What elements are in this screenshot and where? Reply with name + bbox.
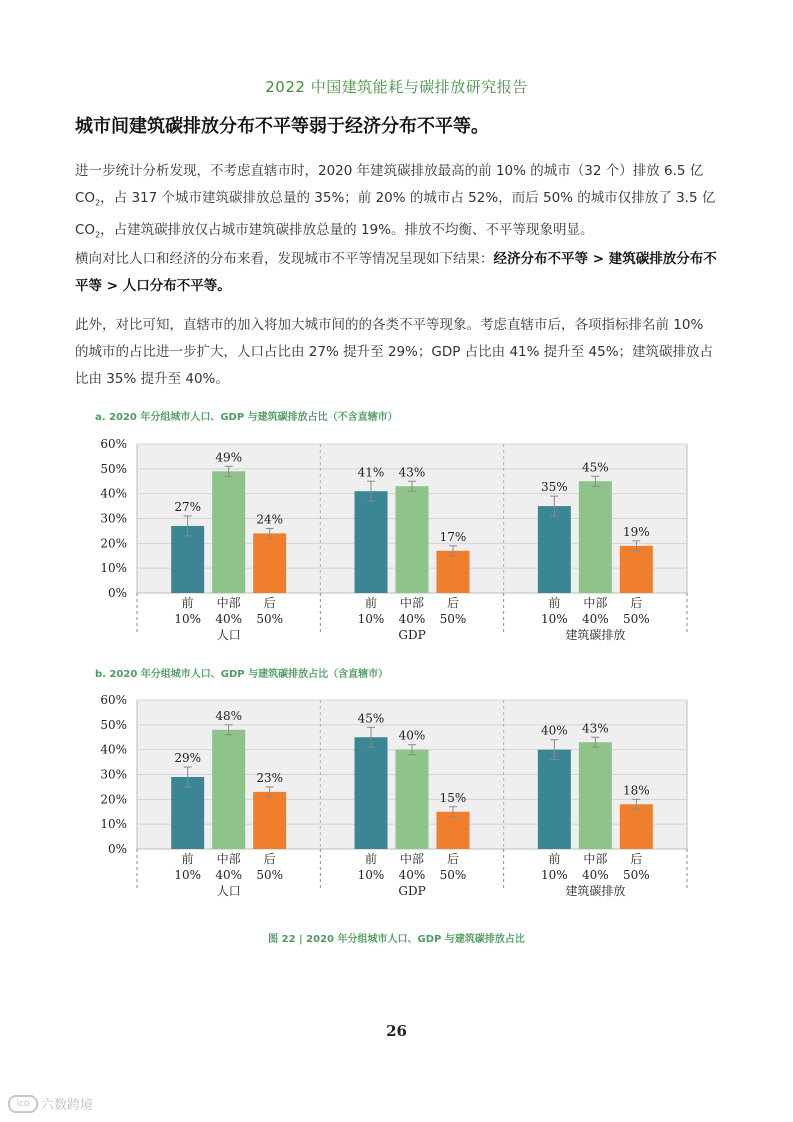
x-subcategory-label: 50%: [256, 868, 284, 882]
x-subcategory-label: 40%: [581, 612, 609, 626]
data-label: 29%: [174, 751, 202, 766]
data-label: 40%: [398, 728, 426, 743]
bar: [396, 750, 429, 849]
y-tick-label: 40%: [100, 486, 127, 501]
bar: [253, 533, 286, 593]
x-subcategory-label: 10%: [174, 612, 202, 626]
section-heading: 城市间建筑碳排放分布不平等弱于经济分布不平等。: [75, 116, 489, 137]
x-subcategory-label: 后: [263, 596, 276, 610]
data-label: 45%: [581, 460, 609, 475]
data-label: 27%: [174, 500, 202, 515]
paragraph-3: 此外，对比可知，直辖市的加入将加大城市间的的各类不平等现象。考虑直辖市后，各项指标排名前 10% 的城市的占比进一步扩大，人口占比由 27% 提升至 29%；GDP 占比由 41% 提升至 45%；建筑碳排放占比由 35% 提升至 40%。: [75, 317, 714, 387]
x-subcategory-label: 中部: [583, 596, 608, 610]
y-tick-label: 50%: [100, 461, 127, 476]
bar: [538, 750, 571, 849]
watermark-text: 六数跨境: [41, 1098, 94, 1113]
chart-b: [0, 684, 793, 904]
y-tick-label: 20%: [100, 792, 127, 807]
bar: [355, 737, 388, 849]
x-subcategory-label: 后: [630, 596, 643, 610]
bar: [620, 804, 653, 849]
x-subcategory-label: 10%: [174, 868, 202, 882]
x-subcategory-label: 中部: [216, 596, 241, 610]
report-header-title: 2022 中国建筑能耗与碳排放研究报告: [265, 78, 528, 96]
x-subcategory-label: 40%: [215, 612, 243, 626]
bar: [171, 777, 204, 849]
x-subcategory-label: 50%: [622, 612, 650, 626]
data-label: 49%: [215, 450, 243, 465]
figure-caption: 图 22 | 2020 年分组城市人口、GDP 与建筑碳排放占比: [268, 934, 525, 945]
x-subcategory-label: 前: [364, 852, 378, 866]
x-subcategory-label: 前: [181, 596, 194, 610]
y-tick-label: 50%: [100, 717, 127, 732]
data-label: 40%: [540, 723, 568, 738]
x-subcategory-label: 50%: [622, 868, 650, 882]
x-subcategory-label: 10%: [540, 612, 568, 626]
chart-a-title: a. 2020 年分组城市人口、GDP 与建筑碳排放占比（不含直辖市）: [95, 412, 398, 423]
data-label: 19%: [622, 524, 650, 539]
bar: [579, 481, 612, 593]
bar: [437, 551, 470, 593]
data-label: 43%: [581, 721, 609, 736]
x-subcategory-label: 10%: [357, 868, 385, 882]
bar: [437, 812, 470, 849]
x-subcategory-label: 50%: [439, 868, 467, 882]
y-tick-label: 10%: [100, 817, 127, 832]
bar: [355, 491, 388, 593]
bar: [579, 742, 612, 849]
y-tick-label: 0%: [107, 842, 127, 856]
data-label: 23%: [256, 770, 284, 785]
x-subcategory-label: 前: [364, 596, 378, 610]
x-subcategory-label: 后: [263, 852, 276, 866]
x-subcategory-label: 后: [630, 852, 643, 866]
x-subcategory-label: 中部: [399, 852, 425, 866]
watermark-logo-icon: ico: [8, 1095, 38, 1113]
bar: [212, 730, 245, 849]
x-subcategory-label: 中部: [216, 852, 241, 866]
page-number: 26: [386, 1022, 407, 1040]
data-label: 35%: [540, 480, 568, 495]
x-subcategory-label: 40%: [215, 868, 243, 882]
x-subcategory-label: 50%: [256, 612, 284, 626]
co2-subscript: 2: [95, 198, 101, 208]
y-tick-label: 60%: [100, 437, 127, 451]
x-subcategory-label: 40%: [398, 612, 426, 626]
bar: [212, 471, 245, 593]
paragraph-2: [75, 246, 720, 300]
x-subcategory-label: 50%: [439, 612, 467, 626]
x-subcategory-label: 前: [181, 852, 194, 866]
data-label: 17%: [439, 529, 467, 544]
paragraph-1-part-c: ，占建筑碳排放仅占城市建筑碳排放总量的 19%。排放不均衡、不平等现象明显。: [100, 221, 594, 238]
y-tick-label: 60%: [100, 693, 127, 707]
data-label: 45%: [357, 711, 385, 726]
x-subcategory-label: 10%: [540, 868, 568, 882]
x-subcategory-label: 10%: [357, 612, 385, 626]
y-tick-label: 40%: [100, 742, 127, 757]
y-tick-label: 30%: [100, 767, 127, 782]
chart-a: [0, 428, 793, 648]
x-group-label: GDP: [398, 884, 426, 898]
x-subcategory-label: 后: [446, 596, 460, 610]
paragraph-2-bold-conclusion: 经济分布不平等 > 建筑碳排放分布不平等 > 人口分布不平等。: [75, 251, 717, 294]
data-label: 48%: [215, 708, 243, 723]
data-label: 15%: [439, 790, 467, 805]
x-subcategory-label: 前: [548, 852, 561, 866]
x-subcategory-label: 40%: [581, 868, 609, 882]
paragraph-2-text: 横向对比人口和经济的分布来看，发现城市不平等情况呈现如下结果：: [75, 251, 494, 267]
co2-subscript: 2: [95, 230, 101, 240]
x-group-label: 人口: [216, 884, 241, 898]
y-tick-label: 10%: [100, 561, 127, 576]
x-group-label: 人口: [216, 628, 241, 642]
paragraph-1-part-a: 进一步统计分析发现，不考虑直辖市时，2020 年建筑碳排放最高的前 10% 的城市（32 个）排放 6.5 亿 CO: [75, 163, 704, 206]
x-subcategory-label: 中部: [399, 596, 425, 610]
y-tick-label: 20%: [100, 536, 127, 551]
x-group-label: 建筑碳排放: [565, 628, 626, 642]
chart-b-title: b. 2020 年分组城市人口、GDP 与建筑碳排放占比（含直辖市）: [95, 669, 389, 680]
x-subcategory-label: 后: [446, 852, 460, 866]
y-tick-label: 0%: [107, 586, 127, 600]
x-group-label: GDP: [398, 628, 426, 642]
bar: [396, 486, 429, 593]
data-label: 41%: [357, 465, 385, 480]
x-subcategory-label: 中部: [583, 852, 608, 866]
bar: [538, 506, 571, 593]
x-subcategory-label: 40%: [398, 868, 426, 882]
bar: [620, 546, 653, 593]
paragraph-1-part-b: ，占 317 个城市建筑碳排放总量的 35%；前 20% 的城市占 52%，而后 50% 的城市仅排放了 3.5 亿 CO: [75, 190, 716, 238]
y-tick-label: 30%: [100, 511, 127, 526]
watermark: [8, 1094, 93, 1113]
bar: [253, 792, 286, 849]
x-group-label: 建筑碳排放: [565, 884, 626, 898]
data-label: 24%: [256, 512, 284, 527]
paragraph-1: [75, 158, 720, 248]
data-label: 43%: [398, 465, 426, 480]
x-subcategory-label: 前: [548, 596, 561, 610]
data-label: 18%: [622, 783, 650, 798]
